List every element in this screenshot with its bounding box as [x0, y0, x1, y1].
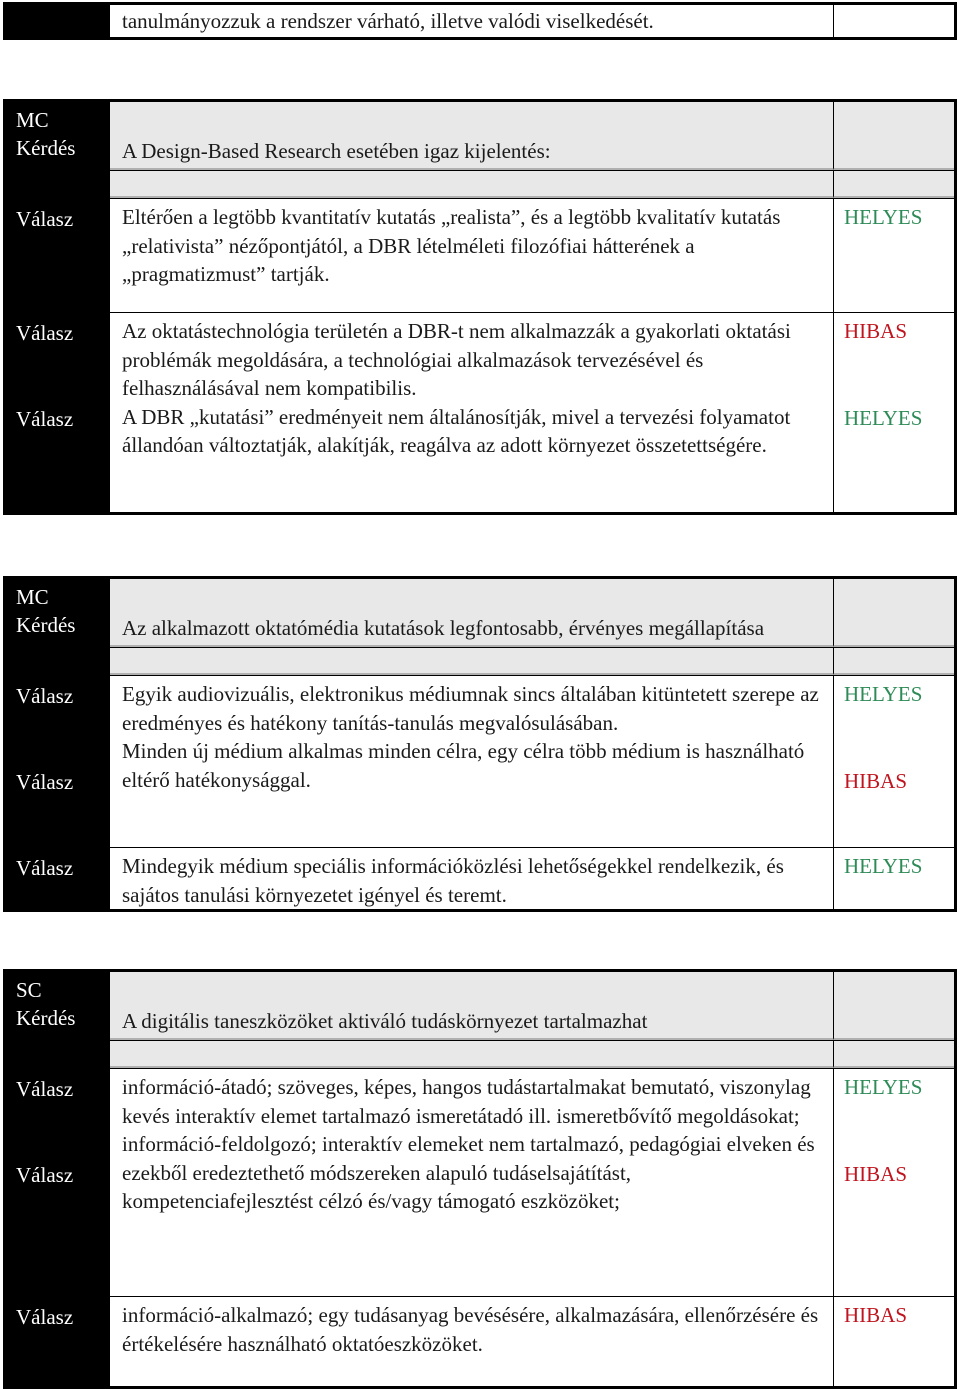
question-type: MC [16, 108, 49, 132]
intro-row [3, 2, 957, 40]
answer-label-pair [6, 1069, 110, 1296]
answer-label: Válasz [6, 199, 110, 312]
answer-result: HELYES [844, 205, 923, 229]
question-result-cell [834, 579, 954, 647]
answer-label: Válasz [6, 848, 110, 909]
question-row [6, 972, 954, 1040]
answer-label: Válasz [16, 684, 74, 708]
spacer-cell [110, 171, 834, 198]
answer-result-pair [834, 313, 954, 512]
spacer-row [6, 170, 954, 198]
answer-label-pair [6, 676, 110, 847]
answer-label: Válasz [16, 1163, 74, 1187]
answer-result: HELYES [844, 682, 923, 706]
spacer-label [6, 171, 110, 198]
answer-text: Az oktatástechnológia területén a DBR-t nem alkalmazzák a gyakorlati oktatási problémák megoldására, a technológiai alkalmazások tervezésével és felhasználásával nem kompatibilis. [122, 319, 791, 400]
question-label [6, 102, 110, 170]
answer-label: Válasz [16, 1077, 74, 1101]
question-label-text: Kérdés [16, 136, 76, 160]
question-row [6, 579, 954, 647]
answer-result: HIBAS [844, 1303, 908, 1327]
question-block-1 [3, 99, 957, 515]
spacer-result [834, 648, 954, 675]
answer-text-pair [110, 1069, 834, 1296]
question-label [6, 579, 110, 647]
answer-label: Válasz [16, 407, 74, 431]
answer-text: A DBR „kutatási” eredményeit nem általánosítják, mivel a tervezési folyamatot állandóan változtatják, alakítják, reagálva az adott környezet összetettségére. [122, 404, 791, 457]
answer-text: információ-feldolgozó; interaktív elemeket nem tartalmazó, pedagógiai elveken és ezekből eredeztethető módszereken alapuló tudáselsajátítást, kompetenciafejlesztést célzó és/vagy támogató eszközöket; [122, 1132, 815, 1213]
spacer-label [6, 1041, 110, 1068]
answer-result: HIBAS [844, 768, 908, 793]
intro-result-cell [834, 5, 954, 37]
answer-result: HIBAS [844, 319, 908, 343]
question-text: A digitális taneszközöket aktiváló tudáskörnyezet tartalmazhat [110, 972, 834, 1040]
answer-result-pair [834, 1069, 954, 1296]
question-block-3 [3, 969, 957, 1389]
answer-label: Válasz [6, 1297, 110, 1386]
answer-text-pair [110, 676, 834, 847]
answer-row-pair [6, 675, 954, 847]
question-label-text: Kérdés [16, 613, 76, 637]
question-row [6, 102, 954, 170]
answer-text: Egyik audiovizuális, elektronikus médiumnak sincs általában kitüntetett szerepe az eredményes és hatékony tanítás-tanulás megvalósulásában. [122, 682, 819, 735]
answer-text: információ-átadó; szöveges, képes, hangos tudástartalmakat bemutató, viszonylag kevés interaktív elemet tartalmazó ismeretátadó ill. ismeretbővítő megoldásokat; [122, 1075, 811, 1128]
answer-row [6, 1296, 954, 1386]
spacer-result [834, 171, 954, 198]
question-result-cell [834, 972, 954, 1040]
intro-label-cell [6, 5, 110, 37]
spacer-cell [110, 1041, 834, 1068]
question-label-text: Kérdés [16, 1006, 76, 1030]
answer-text: Mindegyik médium speciális információközlési lehetőségekkel rendelkezik, és sajátos tanulási környezetet igényel és teremt. [110, 848, 834, 909]
answer-row-pair [6, 312, 954, 512]
spacer-cell [110, 648, 834, 675]
question-result-cell [834, 102, 954, 170]
question-type: MC [16, 585, 49, 609]
intro-text: tanulmányozzuk a rendszer várható, illetve valódi viselkedését. [110, 5, 834, 37]
spacer-row [6, 647, 954, 675]
answer-text: Eltérően a legtöbb kvantitatív kutatás „realista”, és a legtöbb kvalitatív kutatás „relativista” nézőpontjától, a DBR lételméleti filozófiai hátterének a „pragmatizmust” tartják. [110, 199, 834, 312]
answer-row [6, 847, 954, 909]
question-text: A Design-Based Research esetében igaz kijelentés: [110, 102, 834, 170]
answer-row [6, 198, 954, 312]
answer-text-pair [110, 313, 834, 512]
spacer-row [6, 1040, 954, 1068]
answer-result: HELYES [844, 405, 923, 430]
answer-result: HELYES [844, 1075, 923, 1099]
answer-result: HELYES [844, 854, 923, 878]
answer-row-pair [6, 1068, 954, 1296]
answer-text: információ-alkalmazó; egy tudásanyag bevésésére, alkalmazására, ellenőrzésére és értékelésére használható oktatóeszközöket. [110, 1297, 834, 1386]
spacer-label [6, 648, 110, 675]
answer-result: HIBAS [844, 1161, 908, 1186]
question-text: Az alkalmazott oktatómédia kutatások legfontosabb, érvényes megállapítása [110, 579, 834, 647]
answer-label: Válasz [16, 321, 74, 345]
question-label [6, 972, 110, 1040]
answer-text: Minden új médium alkalmas minden célra, egy célra több médium is használható eltérő hatékonysággal. [122, 739, 805, 792]
answer-label-pair [6, 313, 110, 512]
spacer-result [834, 1041, 954, 1068]
question-block-2 [3, 576, 957, 912]
answer-label: Válasz [16, 770, 74, 794]
answer-result-pair [834, 676, 954, 847]
question-type: SC [16, 978, 42, 1002]
